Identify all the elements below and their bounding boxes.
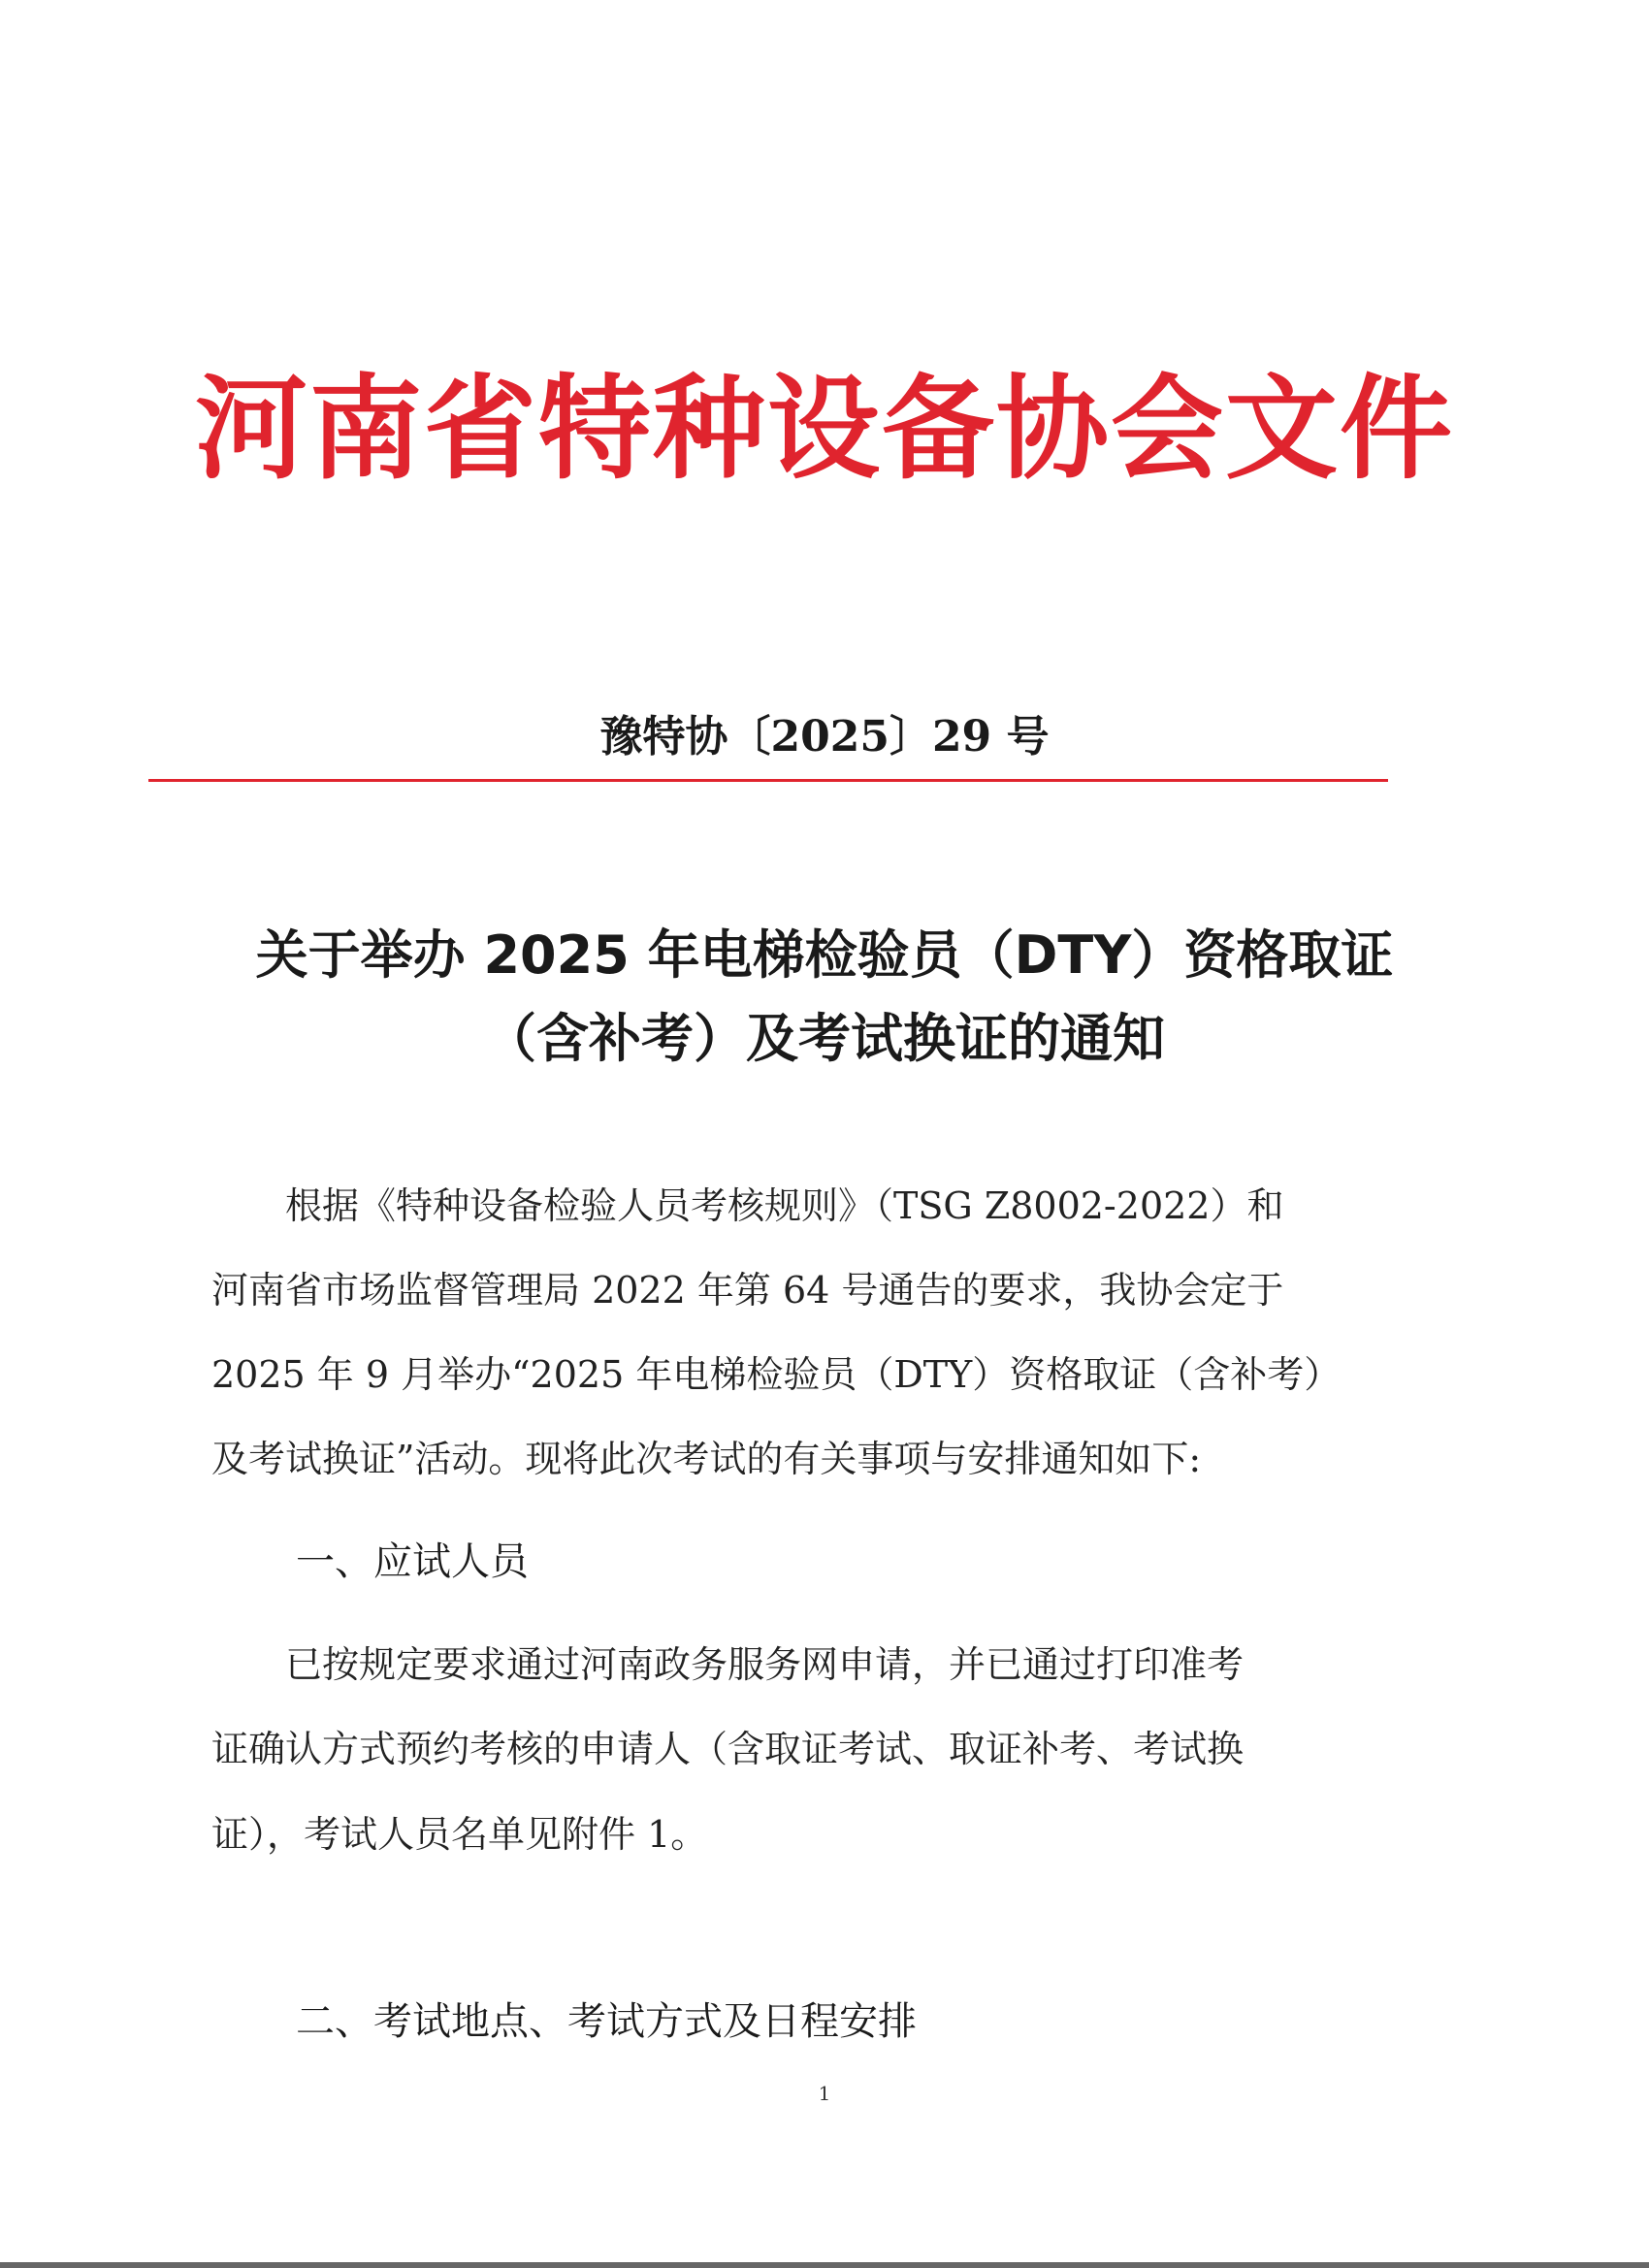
section-1-paragraph-line-2: 证确认方式预约考核的申请人（含取证考试、取证补考、考试换 — [211, 1728, 1245, 1770]
masthead-title: 河南省特种设备协会文件 — [195, 364, 1454, 495]
intro-paragraph-line-1: 根据《特种设备检验人员考核规则》（TSG Z8002-2022）和 — [211, 1184, 1284, 1227]
page-number: 1 — [818, 2082, 831, 2105]
intro-paragraph-line-4: 及考试换证”活动。现将此次考试的有关事项与安排通知如下: — [211, 1438, 1202, 1480]
intro-paragraph-line-2: 河南省市场监督管理局 2022 年第 64 号通告的要求，我协会定于 — [211, 1269, 1284, 1312]
notice-title-line-2: （含补考）及考试换证的通知 — [484, 1008, 1165, 1069]
notice-title-line-1: 关于举办 2025 年电梯检验员（DTY）资格取证 — [255, 924, 1394, 986]
document-number: 豫特协〔2025〕29 号 — [599, 712, 1050, 761]
red-divider-rule — [148, 779, 1388, 782]
section-2-heading: 二、考试地点、考试方式及日程安排 — [296, 1999, 917, 2044]
scan-bottom-edge — [0, 2262, 1649, 2268]
section-1-paragraph-line-1: 已按规定要求通过河南政务服务网申请，并已通过打印准考 — [211, 1643, 1245, 1686]
section-1-paragraph-line-3: 证），考试人员名单见附件 1。 — [211, 1813, 708, 1856]
intro-paragraph-line-3: 2025 年 9 月举办“2025 年电梯检验员（DTY）资格取证（含补考） — [211, 1353, 1342, 1396]
section-1-heading: 一、应试人员 — [296, 1539, 529, 1584]
